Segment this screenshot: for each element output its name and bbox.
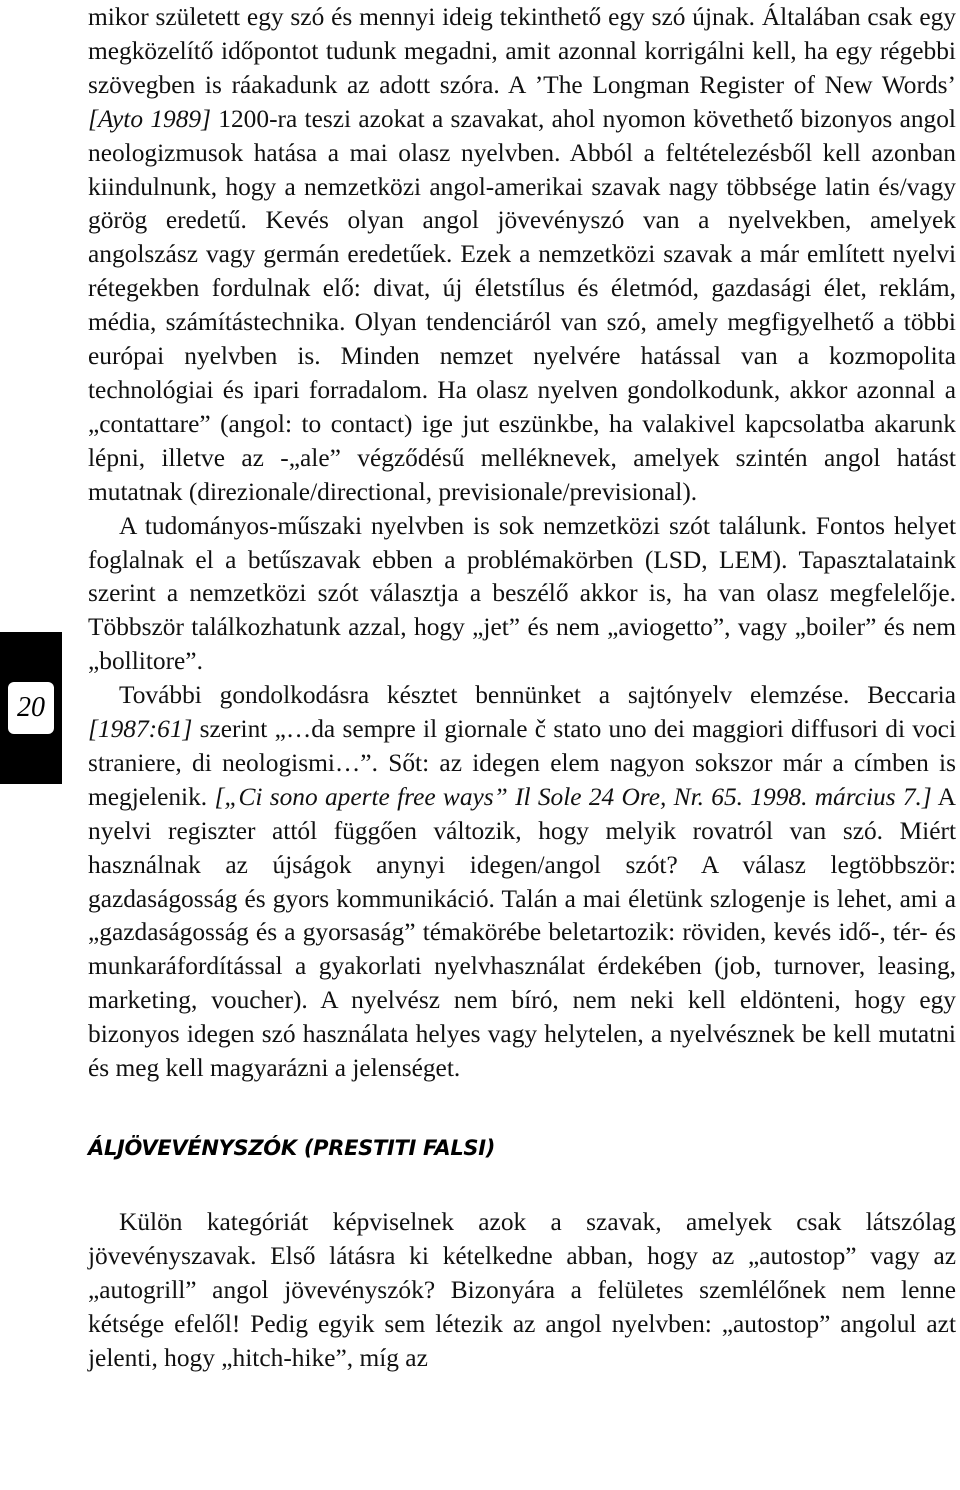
text-segment: 1200-ra teszi azokat a szavakat, ahol nyomon követhető bizonyos angol neologizmusok hatása a mai olasz nyelvben. Abból a feltételezésből kell azonban kiindulnunk, hogy a nemzetközi angol-amerikai szavak nagy többsége latin és/vagy görög eredetű. Kevés olyan angol jövevényszó van a nyelvekben, amelyek angolszász vagy germán eredetűek. Ezek a nemzetközi szavak a már említett nyelvi rétegekben fordulnak elő: divat, új életstílus és életmód, gazdasági élet, reklám, média, számítástechnika. Olyan tendenciáról van szó, amely megfigyelhető a többi európai nyelvben is. Minden nemzet nyelvére hatással van a kozmopolita technológiai és ipari forradalom. Ha olasz nyelven gondolkodunk, akkor azonnal a „contattare” (angol: to contact) ige jut eszünkbe, ha valakivel kapcsolatba akarunk lépni, illetve az -„ale” végződésű melléknevek, amelyek szintén angol hatást mutatnak (direzionale/directional, previsionale/previsional).: [88, 104, 956, 506]
document-body: [88, 0, 956, 1376]
paragraph: [88, 1, 956, 510]
text-segment: mikor született egy szó és mennyi ideig tekinthető egy szó újnak. Általában csak egy megközelítő időpontot tudunk megadni, amit azonnal korrigálni kell, ha egy régebbi szövegben is ráakadunk az adott szóra. A ’The Longman Register of New Words’: [88, 3, 956, 99]
citation: [Ayto 1989]: [88, 104, 211, 133]
paragraph: Külön kategóriát képviselnek azok a szavak, amelyek csak látszólag jövevényszavak. Első látásra ki kételkedne abban, hogy az „autostop” vagy az „autogrill” angol jövevényszók? Bizonyára a felületes szemlélőnek nem lenne kétsége efelől! Pedig egyik sem létezik az angol nyelvben: „autostop” angolul azt jelenti, hogy „hitch-hike”, míg az: [88, 1208, 956, 1372]
paragraph: [88, 679, 956, 1086]
text-segment: További gondolkodásra késztet bennünket a sajtónyelv elemzése. Beccaria: [119, 681, 956, 710]
paragraph: [88, 510, 956, 680]
page-number: 20: [8, 682, 54, 734]
text-segment: A nyelvi regiszter attól függően változik, hogy melyik rovatról van szó. Miért használnak az újságok anynyi idegen/angol szót? A válasz legtöbbször: gazdaságosság és gyors kommunikáció. Talán a mai életünk szlogenje is lehet, ami a „gazdaságosság és a gyorsaság” témakörébe beletartozik: röviden, kevés idő-, tér- és munkaráfordítással a gyakorlati nyelvhasználat érdekében (job, turnover, leasing, marketing, voucher). A nyelvész nem bíró, nem neki kell eldönteni, hogy egy bizonyos idegen szó használata helyes vagy helytelen, a nyelvésznek be kell mutatni és meg kell magyarázni a jelenséget.: [88, 782, 956, 1083]
page-number-tab: [0, 632, 62, 784]
text-segment: A tudományos-műszaki nyelvben is sok nemzetközi szót találunk. Fontos helyet foglalnak el a betűszavak ebben a problémakörben (LSD, LEM). Tapasztalataink szerint a nemzetközi szót választja a beszélő akkor is, ha van olasz megfelelője. Többször találkozhatunk azzal, hogy „jet” és nem „aviogetto”, vagy „boiler” és nem „bollitore”.: [88, 511, 956, 676]
section-heading: ÁLJÖVEVÉNYSZÓK (PRESTITI FALSI): [88, 1136, 496, 1160]
citation: [„Ci sono aperte free ways” Il Sole 24 Ore, Nr. 65. 1998. március 7.]: [214, 782, 932, 811]
citation: [1987:61]: [88, 715, 193, 744]
text-segment: szerint „…da sempre il giornale č stato uno dei maggiori diffusori di voci straniere, di neologismi…”. Sőt: az idegen elem nagyon sokszor már a címben is megjelenik.: [88, 715, 956, 811]
